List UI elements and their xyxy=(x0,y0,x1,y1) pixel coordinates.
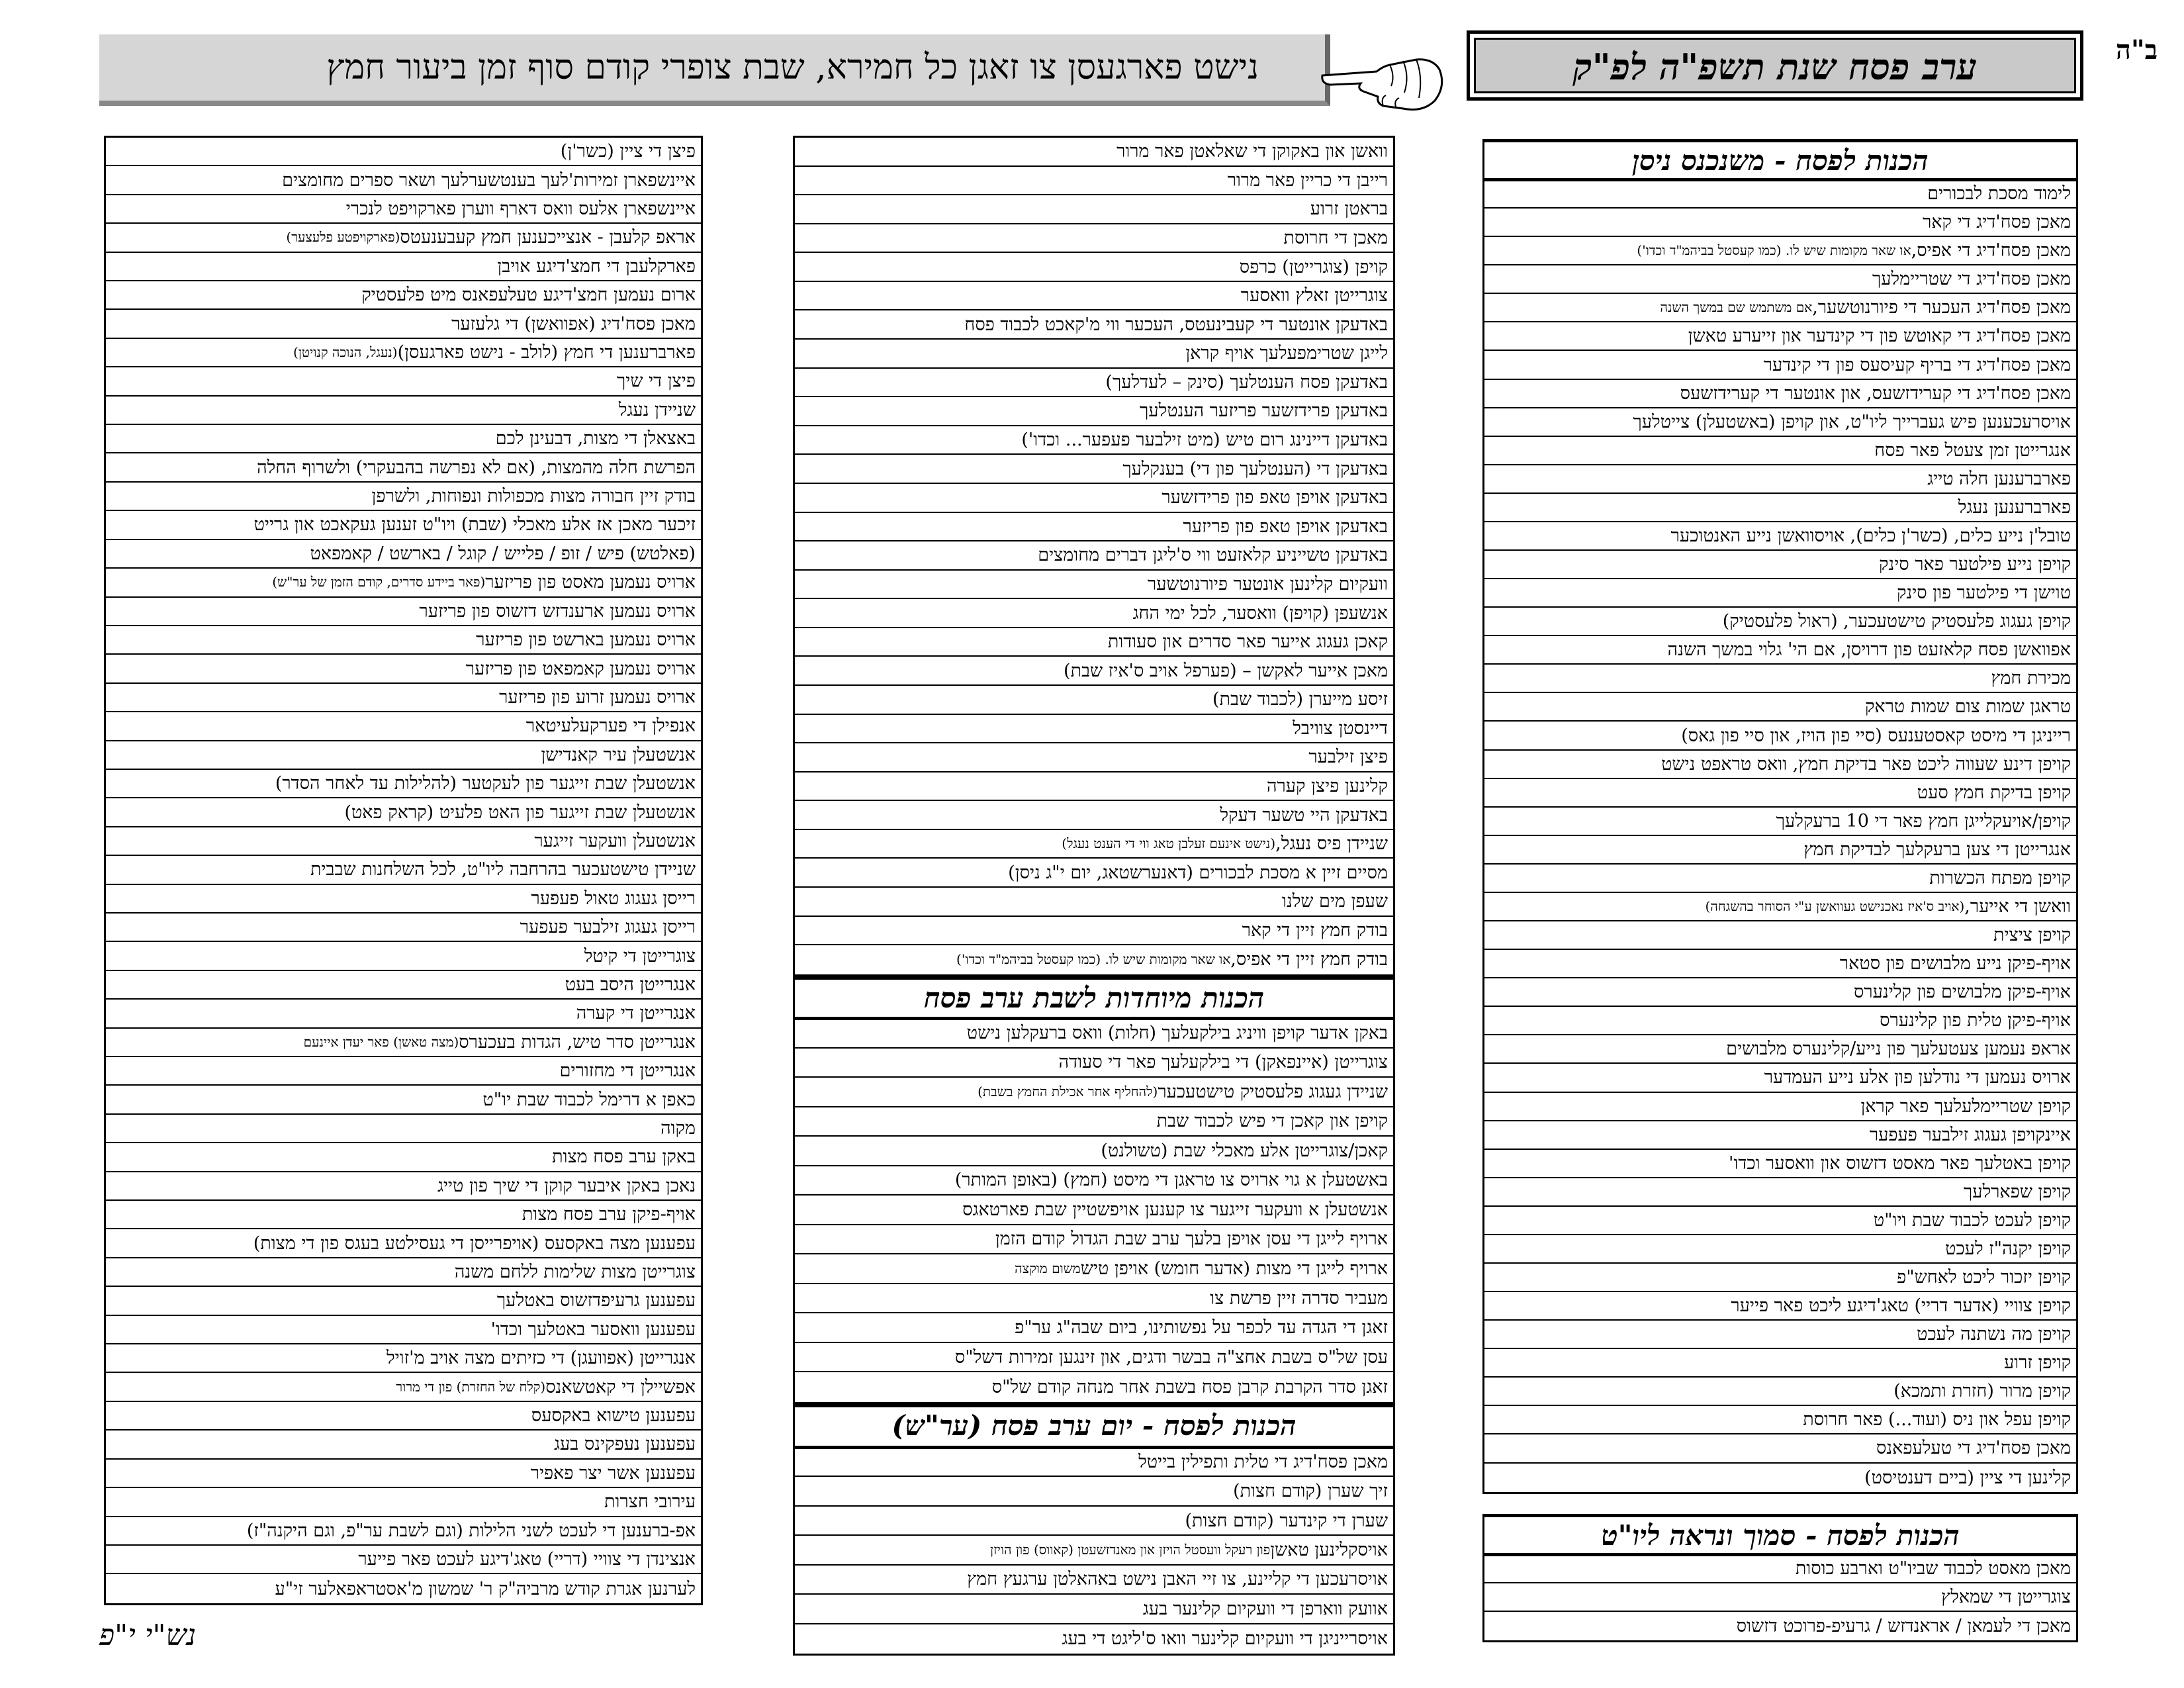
checklist-item: קויפן עפל און ניס (ועוד...) פאר חרוסת xyxy=(1484,1406,2076,1434)
checklist-item: אנשטעלן וועקער זייגער xyxy=(106,827,701,856)
checklist-item: ארויף לייגן די עסן אויפן בלעך ערב שבת הגדול קודם הזמן xyxy=(795,1225,1393,1255)
checklist-item: עפענען טישוא באקסעס xyxy=(106,1402,701,1430)
checklist-item: אויסרעכען די קליינע, צו זיי האבן נישט באהאלטן ערגעץ חמץ xyxy=(795,1566,1393,1595)
checklist-item: קויפן שפארלעך xyxy=(1484,1178,2076,1207)
section-heading-shabbos-erev-pesach: הכנות מיוחדות לשבת ערב פסח xyxy=(793,976,1395,1020)
checklist-item: אנגרייטן היסב בעט xyxy=(106,971,701,1000)
checklist-item: קויפן לעכט לכבוד שבת ויו"ט xyxy=(1484,1207,2076,1235)
checklist-item: עפענען וואסער באטלעך וכדו' xyxy=(106,1316,701,1344)
checklist-item: הפרשת חלה מהמצות, (אם לא נפרשה בהבעקרי) ולשרוף החלה xyxy=(106,453,701,482)
checklist-item: מסיים זיין א מסכת לבכורים (דאנערשטאג, יום י"ג ניסן) xyxy=(795,859,1393,888)
checklist-item: אנשטעלן שבת זייגער פון לעקטער (להלילות עד לאחר הסדר) xyxy=(106,770,701,798)
item-text: באדעקן דיינינג רום טיש (מיט זילבער פעפער... וכדו') xyxy=(1021,430,1388,451)
checklist-item xyxy=(795,830,1393,859)
checklist-item: ארויס נעמען קאמפאט פון פריזער xyxy=(106,655,701,683)
checklist-item xyxy=(795,945,1393,974)
checklist-item: באדעקן אונטער די קעבינעטס, העכער ווי מ'קאכט לכבוד פסח xyxy=(795,310,1393,340)
signature: נש"י י"פ xyxy=(99,1618,197,1652)
checklist-item: קויפן באטלעך פאר מאסט דזשוס און וואסער וכדו' xyxy=(1484,1150,2076,1178)
item-text: אפשיילן די קאטשאנס xyxy=(545,1376,696,1397)
pointing-hand-icon xyxy=(1317,40,1449,119)
checklist-item: ארויס נעמען זרוע פון פריזער xyxy=(106,684,701,712)
checklist-item: מכירת חמץ xyxy=(1484,665,2076,693)
item-text: אנגרייטן סדר טיש, הגדות בעכערס xyxy=(459,1031,696,1053)
item-note: (קלח של החזרת) פון די מרור xyxy=(396,1378,546,1395)
checklist-item xyxy=(106,1373,701,1401)
item-note: או שאר מקומות שיש לו. (כמו קעסטל בביהמ"ד וכדו') xyxy=(956,951,1231,968)
page-title: ערב פסח שנת תשפ"ה לפ"ק xyxy=(1474,38,2076,93)
checklist-item: אראפ נעמען צעטעלעך פון נייע/קלינערס מלבושים xyxy=(1484,1035,2076,1064)
checklist-item: איינשפארן זמירות'לעך בענטשערלעך ושאר ספרים מחומצים xyxy=(106,166,701,195)
checklist-item: איינשפארן אלעס וואס דארף ווערן פארקויפט לנכרי xyxy=(106,195,701,224)
item-text: אראפ קלעבן - אנצייכענען חמץ קעבענעטס xyxy=(400,227,696,248)
checklist-item: באדעקן די (הענטלעך פון די) בענקלעך xyxy=(795,455,1393,484)
checklist-item: אויסרעכענען פיש געברייך ליו"ט, און קויפן (באשטעלן) צייטלעך xyxy=(1484,408,2076,437)
checklist-item: אוועק ווארפן די וועקיום קלינער בעג xyxy=(795,1595,1393,1624)
checklist-item: קויפן געגוג פלעסטיק טישטעכער, (ראול פלעסטיק) xyxy=(1484,608,2076,636)
checklist-item: זאגן די הגדה עד לכפר על נפשותינו, ביום שבה"ג ער"פ xyxy=(795,1313,1393,1343)
checklist-item: פיצן די ציין (כשר'ן) xyxy=(106,138,701,166)
item-note: (נעגל, הנוכה קנויטן) xyxy=(293,344,398,361)
checklist-item xyxy=(106,1029,701,1057)
checklist-item: צוגרייטן זאלץ וואסער xyxy=(795,282,1393,311)
checklist-item: זאגן סדר הקרבת קרבן פסח בשבת אחר מנחה קודם של"ס xyxy=(991,1377,1388,1398)
checklist-item: קאכן געגוג אייער פאר סדרים און סעודות xyxy=(795,628,1393,657)
item-note: (פאר ביידע סדרים, קודם הזמן של ער"ש) xyxy=(272,574,486,590)
checklist-item: באקן ערב פסח מצות xyxy=(106,1143,701,1172)
checklist-item: קויפן צוויי (אדער דריי) טאג'דיגע ליכט פאר פייער xyxy=(1484,1292,2076,1321)
item-note: (פארקויפטע פלעצער) xyxy=(286,229,400,246)
checklist-item: טראגן שמות צום שמות טראק xyxy=(1484,693,2076,722)
checklist-item: ארויס נעמען ארענדזש דזשוס פון פריזער xyxy=(106,598,701,626)
checklist-item: באדעקן היי טשער דעקל xyxy=(795,801,1393,830)
checklist-item: טוישן די פילטער פון סינק xyxy=(1484,579,2076,608)
checklist-item: קויפן יזכור ליכט לאחש"פ xyxy=(1484,1264,2076,1292)
checklist-item xyxy=(1484,237,2076,265)
checklist-item: אנגרייטן די קערה xyxy=(106,1000,701,1028)
checklist-item: קויפן און קאכן די פיש לכבוד שבת xyxy=(795,1107,1393,1137)
checklist-item: פארברענען חלה טייג xyxy=(1484,465,2076,494)
checklist-item: קויפן זרוע xyxy=(1484,1349,2076,1378)
checklist-item: טובל'ן נייע כלים, (כשר'ן כלים), אויסוואשן נייע האנטוכער xyxy=(1484,522,2076,551)
checklist-item: בודק זיין חבורה מצות מכפולות ונפוחות, ולשרפן xyxy=(106,483,701,511)
checklist-item: קויפן ציצית xyxy=(1484,921,2076,950)
checklist-item: אויף-פיקן מלבושים פון קלינערס xyxy=(1484,978,2076,1007)
checklist-item: מעביר סדרה זיין פרשת צו xyxy=(795,1284,1393,1314)
checklist-item: מקוה xyxy=(106,1115,701,1143)
checklist-item: בודק חמץ זיין די קאר xyxy=(795,917,1393,946)
checklist-shabbos-erev-pesach xyxy=(793,1019,1395,1404)
checklist-item: אנשטעלן שבת זייגער פון האט פלעיט (קראק פאט) xyxy=(106,798,701,827)
checklist-item: מאכן פסח'דיג די שטריימלעך xyxy=(1484,265,2076,294)
checklist-item: זיך שערן (קודם חצות) xyxy=(795,1477,1393,1506)
checklist-item xyxy=(1484,294,2076,322)
checklist-item: מאכן פסח'דיג די בריף קעיסעס פון די קינדער xyxy=(1484,351,2076,379)
checklist-erev-pesach-tasks xyxy=(104,136,703,1605)
item-text: מאכן פסח'דיג די אפיס, xyxy=(1911,240,2071,261)
checklist-item: דיינסטן צוויבל xyxy=(795,715,1393,744)
checklist-item xyxy=(795,1078,1393,1107)
checklist-preparations xyxy=(793,136,1395,976)
checklist-item: וועקיום קלינען אונטער פיורנוטשער xyxy=(795,571,1393,600)
item-note: (אויב ס'איז נאכנישט געוואשן ע"י הסוחר בהשגחה) xyxy=(1705,898,1965,914)
checklist-item: מאכן די חרוסת xyxy=(795,224,1393,254)
checklist-item: אנשטעלן עיר קאנדישן xyxy=(106,741,701,770)
checklist-item: מאכן פסח'דיג די קאר xyxy=(1484,209,2076,237)
checklist-item: מאכן פסח'דיג די טעלעפאנס xyxy=(1484,1434,2076,1463)
checklist-item: מאכן די לעמאן / אראנדזש / גרעיפ-פרוכט דזשוס xyxy=(1736,1616,2071,1636)
checklist-item: קויפן מפתח הכשרות xyxy=(1484,865,2076,893)
checklist-item: כאפן א דרימל לכבוד שבת יו"ט xyxy=(106,1086,701,1114)
checklist-item: אויף-פיקן נייע מלבושים פון סטאר xyxy=(1484,950,2076,978)
checklist-item: באדעקן פסח הענטלעך (סינק – לעדלעך) xyxy=(795,369,1393,398)
checklist-item: רייסן געגוג טאול פעפער xyxy=(106,885,701,914)
checklist-item: באקן אדער קויפן וויניג בילקעלעך (חלות) וואס ברעקלען נישט xyxy=(795,1019,1393,1049)
checklist-item xyxy=(106,339,701,367)
checklist-item: לערנען אגרת קודש מרביה"ק ר' שמשון מ'אסטראפאלער זי"ע xyxy=(275,1578,696,1599)
checklist-item: קויפן/אויעקלייגן חמץ פאר די 10 ברעקלעך xyxy=(1484,808,2076,836)
checklist-item xyxy=(1484,893,2076,921)
reminder-banner: נישט פארגעסן צו זאגן כל חמירא, שבת צופרי קודם סוף זמן ביעור חמץ xyxy=(99,34,1330,106)
checklist-item: פיצן זילבער xyxy=(795,743,1393,773)
checklist-item: (פאלטש) פיש / זופ / פלייש / קוגל / בארשט / קאמפאט xyxy=(106,540,701,569)
checklist-item: צוגרייטן (איינפאקן) די בילקעלעך פאר די סעודה xyxy=(795,1049,1393,1078)
checklist-item: רייסן געגוג זילבער פעפער xyxy=(106,914,701,942)
item-text: מאכן פסח'דיג העכער די פיורנוטשער, xyxy=(1812,297,2071,318)
checklist-item: איינקויפן געגוג זילבער פעפער xyxy=(1484,1121,2076,1150)
item-note: (נישט אינעם זעלבן טאג ווי די הענט נעגל) xyxy=(1062,835,1276,852)
checklist-item: עפענען מצה באקסעס (אויפרייסן די געסילטע בעגס פון די מצות) xyxy=(106,1229,701,1258)
checklist-item: אויף-פיקן טלית פון קלינערס xyxy=(1484,1007,2076,1035)
item-text: ארויף לייגן די מצות (אדער חומש) אויפן טיש xyxy=(1080,1258,1388,1280)
checklist-erev-pesach-day xyxy=(793,1448,1395,1656)
checklist-item: באדעקן טשייניע קלאזעט ווי ס'ליגן דברים מחומצים xyxy=(795,541,1393,571)
checklist-item: מאכן פסח'דיג (אפוואשן) די גלעזער xyxy=(106,310,701,338)
item-text: פארברענען די חמץ (לולב - נישט פארגעסן) xyxy=(397,342,696,363)
checklist-item: פארברענען נעגל xyxy=(1484,494,2076,522)
checklist-item: אפוואשן פסח קלאזעט פון דרויסן, אם הי' גלוי במשך השנה xyxy=(1484,636,2076,665)
checklist-item: באדעקן אויפן טאפ פון פריזער xyxy=(795,513,1393,542)
checklist-item: אנגרייטן (אפוועגן) די כזיתים מצה אויב מ'זויל xyxy=(106,1344,701,1373)
item-text: בודק חמץ זיין די אפיס, xyxy=(1230,949,1388,970)
checklist-item: מאכן פסח'דיג די קאוטש פון די קינדער און זייערע טאשן xyxy=(1484,322,2076,351)
checklist-item: אנגרייטן די צען ברעקלעך לבדיקת חמץ xyxy=(1484,836,2076,865)
checklist-item: אנשטעלן א וועקער זייגער צו קענען אויפשטיין שבת פארטאגס xyxy=(795,1196,1393,1225)
checklist-item: קלינען די ציין (ביים דענטיסט) xyxy=(1864,1467,2071,1488)
checklist-nisan xyxy=(1482,180,2078,1494)
checklist-item: באשטעלן א גוי ארויס צו טראגן די מיסט (חמץ) (באופן המותר) xyxy=(795,1166,1393,1196)
checklist-item: קויפן בדיקת חמץ סעט xyxy=(1484,779,2076,808)
checklist-item: פארקלעבן די חמצ'דיגע אויבן xyxy=(106,253,701,281)
checklist-item: מאכן פסח'דיג די קערידזשעס, און אונטער די קערידזשעס xyxy=(1484,380,2076,408)
checklist-item: שערן די קינדער (קודם חצות) xyxy=(795,1507,1393,1536)
checklist-item: רייבן די כריין פאר מרור xyxy=(795,167,1393,196)
checklist-item: באדעקן פרידזשער פריזער הענטלעך xyxy=(795,397,1393,426)
checklist-item: שעפן מים שלנו xyxy=(795,888,1393,917)
bh-mark: ב"ה xyxy=(2115,34,2158,66)
checklist-item: קויפן דינע שעווה ליכט פאר בדיקת חמץ, וואס טראפט נישט xyxy=(1484,751,2076,779)
item-text: אויסקלינען טאשן xyxy=(1270,1539,1388,1560)
checklist-item: בראטן זרוע xyxy=(795,195,1393,224)
checklist-item: קלינען פיצן קערה xyxy=(795,773,1393,802)
checklist-item: זיסע מייערן (לכבוד שבת) xyxy=(795,686,1393,715)
checklist-item: צוגרייטן די שמאלץ xyxy=(1484,1583,2076,1612)
checklist-item: עפענען גרעיפדזשוס באטלעך xyxy=(106,1287,701,1315)
checklist-item: אויסרייניגן די וועקיום קלינער וואו ס'ליגט די בעג xyxy=(1062,1628,1388,1650)
checklist-item xyxy=(795,1254,1393,1284)
checklist-item: אנצינדן די צוויי (דריי) טאג'דיגע לעכט פאר פייער xyxy=(106,1546,701,1574)
checklist-item: צוגרייטן מצות שלימות ללחם משנה xyxy=(106,1258,701,1287)
checklist-item: עפענען אשר יצר פאפיר xyxy=(106,1460,701,1488)
checklist-item: לייגן שטרימפעלעך אויף קראן xyxy=(795,340,1393,369)
checklist-item: לימוד מסכת לבכורים xyxy=(1484,180,2076,209)
checklist-item: באדעקן אויפן טאפ פון פרידזשער xyxy=(795,484,1393,513)
section-heading-nisan: הכנות לפסח - משנכנס ניסן xyxy=(1482,139,2078,181)
item-note: אם משתמש שם במשך השנה xyxy=(1660,299,1813,316)
checklist-item: ארויס נעמען בארשט פון פריזער xyxy=(106,626,701,655)
checklist-item: קויפן נייע פילטער פאר סינק xyxy=(1484,551,2076,579)
checklist-item: קויפן שטריימלעלעך פאר קראן xyxy=(1484,1093,2076,1121)
checklist-item: מאכן פסח'דיג די טלית ותפילין בייטל xyxy=(795,1448,1393,1477)
checklist-item: נאכן באקן איבער קוקן די שיך פון טייג xyxy=(106,1172,701,1201)
checklist-item: קויפן יקנה"ז לעכט xyxy=(1484,1235,2076,1264)
checklist-item: מאכן מאסט לכבוד שביו"ט וארבע כוסות xyxy=(1484,1555,2076,1583)
checklist-item: זיכער מאכן אז אלע מאכלי (שבת) ויו"ט זענען געקאכט און גרייט xyxy=(106,511,701,539)
item-note: (להחליף אחר אכילת החמץ בשבת) xyxy=(978,1083,1158,1100)
checklist-item: קאכן/צוגרייטן אלע מאכלי שבת (טשולנט) xyxy=(795,1137,1393,1166)
checklist-item: אנפילן די פערקעלעיטאר xyxy=(106,712,701,741)
checklist-item: עפענען נעפקינס בעג xyxy=(106,1430,701,1459)
checklist-item: אפ-ברענען די לעכט לשני הלילות (וגם לשבת ער"פ, וגם היקנה"ז) xyxy=(106,1517,701,1546)
checklist-item: פיצן די שיך xyxy=(106,367,701,396)
checklist-near-yomtov xyxy=(1482,1555,2078,1642)
checklist-item: אנגרייטן די מחזורים xyxy=(106,1057,701,1086)
checklist-item: וואשן און באקוקן די שאלאטן פאר מרור xyxy=(795,138,1393,167)
checklist-item: אנגרייטן זמן צעטל פאר פסח xyxy=(1484,437,2076,465)
item-note: (מצה טאשן) פאר יעדן איינעם xyxy=(303,1033,459,1050)
checklist-item: באצאלן די מצות, דבעינן לכם xyxy=(106,425,701,453)
checklist-item: צוגרייטן די קיטל xyxy=(106,942,701,970)
item-note: פון רעקל וועסטל הויזן און מאנדזשעטן (קאווס) פון הויזן xyxy=(990,1541,1271,1558)
checklist-item xyxy=(106,569,701,597)
checklist-item: רייניגן די מיסט קאסטענעס (סיי פון הויז, און סיי פון גאס) xyxy=(1484,722,2076,750)
checklist-item: אויף-פיקן ערב פסח מצות xyxy=(106,1201,701,1229)
checklist-item: קויפן מרור (חזרת ותמכא) xyxy=(1484,1378,2076,1406)
item-text: שניידן געגוג פלעסטיק טישטעכער xyxy=(1158,1081,1388,1102)
checklist-item: שניידן נעגל xyxy=(106,397,701,425)
checklist-item: ארום נעמען חמצ'דיגע טעלעפאנס מיט פלעסטיק xyxy=(106,281,701,310)
checklist-item: אנשעפן (קויפן) וואסער, לכל ימי החג xyxy=(795,599,1393,628)
item-note: משום מוקצה xyxy=(1015,1260,1081,1277)
checklist-item: עירובי חצרות xyxy=(106,1488,701,1517)
checklist-item xyxy=(795,426,1393,455)
checklist-item: קויפן (צוגרייטן) כרפס xyxy=(795,253,1393,282)
checklist-item: שניידן טישטעכער בהרחבה ליו"ט, לכל השלחנות שבבית xyxy=(106,856,701,884)
item-text: שניידן פיס נעגל, xyxy=(1275,833,1388,855)
section-heading-near-yomtov: הכנות לפסח - סמוך ונראה ליו"ט xyxy=(1482,1514,2078,1556)
checklist-item: קויפן מה נשתנה לעכט xyxy=(1484,1321,2076,1349)
section-heading-erev-pesach-day: הכנות לפסח - יום ערב פסח (ער"ש) xyxy=(793,1404,1395,1449)
item-text: ארויס נעמען מאסט פון פריזער xyxy=(485,572,696,593)
checklist-item: מאכן אייער לאקשן – (פערפל אויב ס'איז שבת) xyxy=(795,657,1393,686)
checklist-item xyxy=(795,1536,1393,1565)
checklist-item: ארויס נעמען די נודלען פון אלע נייע העמדער xyxy=(1484,1064,2076,1092)
item-text: וואשן די אייער, xyxy=(1964,896,2071,917)
title-box xyxy=(1467,30,2083,101)
checklist-item xyxy=(106,224,701,252)
checklist-item: עסן של"ס בשבת אחצ"ה בבשר ודגים, און זינגען זמירות דשל"ס xyxy=(795,1343,1393,1373)
item-note: או שאר מקומות שיש לו. (כמו קעסטל בביהמ"ד וכדו') xyxy=(1637,242,1911,259)
